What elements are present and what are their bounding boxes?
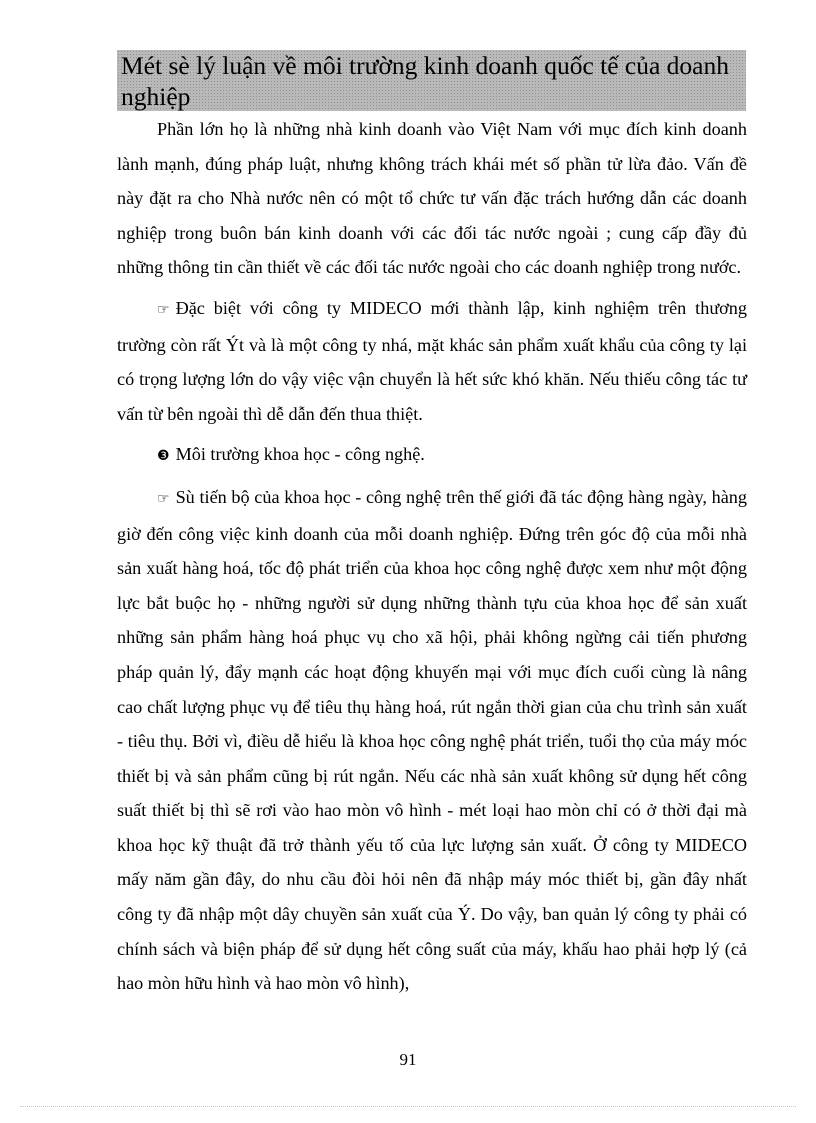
numbered-three-icon: ❸: [157, 448, 170, 465]
body-text: [117, 112, 747, 1001]
pointing-hand-icon-2: ☞: [157, 490, 170, 507]
paragraph-1: Phần lớn họ là những nhà kinh doanh vào Việt Nam với mục đích kinh doanh lành mạnh, đúng pháp luật, nhưng không trách khái mét số phần tử lừa đảo. Vấn đề này đặt ra cho Nhà nước nên có một tổ chức tư vấn đặc trách hướng dẫn các doanh nghiệp trong buôn bán kinh doanh với các đối tác nước ngoài ; cung cấp đầy đủ những thông tin cần thiết về các đối tác nước ngoài cho các doanh nghiệp trong nước.: [117, 119, 747, 278]
pointing-hand-icon: ☞: [157, 301, 170, 318]
paragraph-2: [117, 291, 747, 431]
subheading-science-technology: [117, 437, 747, 474]
paragraph-4: [117, 480, 747, 1001]
page-number: 91: [399, 1050, 417, 1069]
subheading-text: Môi trường khoa học - công nghệ.: [175, 444, 425, 465]
page-bottom-border: [20, 1106, 796, 1107]
paragraph-4-text: Sù tiến bộ của khoa học - công nghệ trên thế giới đã tác động hàng ngày, hàng giờ đến công việc kinh doanh của mỗi doanh nghiệp. Đứng trên góc độ của mỗi nhà sản xuất hàng hoá, tốc độ phát triển của khoa học công nghệ được xem như một động lực bắt buộc họ - những người sử dụng những thành tựu của khoa học để sản xuất những sản phẩm hàng hoá phục vụ cho xã hội, phải không ngừng cải tiến phương pháp quản lý, đẩy mạnh các hoạt động khuyến mại với mục đích cuối cùng là nâng cao chất lượng phục vụ để tiêu thụ hàng hoá, rút ngắn thời gian của chu trình sản xuất - tiêu thụ. Bởi vì, điều dễ hiểu là khoa học công nghệ phát triển, tuổi thọ của máy móc thiết bị và sản phẩm cũng bị rút ngắn. Nếu các nhà sản xuất không sử dụng hết công suất thiết bị thì sẽ rơi vào hao mòn vô hình - mét loại hao mòn chỉ có ở thời đại mà khoa học kỹ thuật đã trở thành yếu tố của lực lượng sản xuất. Ở công ty MIDECO mấy năm gần đây, do nhu cầu đòi hỏi nên đã nhập máy móc thiết bị, gần đây nhất công ty đã nhập một dây chuyền sản xuất của Ý. Do vậy, ban quản lý công ty phải có chính sách và biện pháp để sử dụng hết công suất của máy, khấu hao phải hợp lý (cả hao mòn hữu hình và hao mòn vô hình),: [117, 486, 747, 994]
paragraph-2-text: Đặc biệt với công ty MIDECO mới thành lập, kinh nghiệm trên thương trường còn rất Ýt và là một công ty nhá, mặt khác sản phẩm xuất khẩu của công ty lại có trọng lượng lớn do vậy việc vận chuyển là hết sức khó khăn. Nếu thiếu công tác tư vấn từ bên ngoài thì dễ dẫn đến thua thiệt.: [117, 297, 747, 424]
section-title: Mét sè lý luận về môi trường kinh doanh quốc tế của doanh nghiệp: [121, 51, 730, 111]
